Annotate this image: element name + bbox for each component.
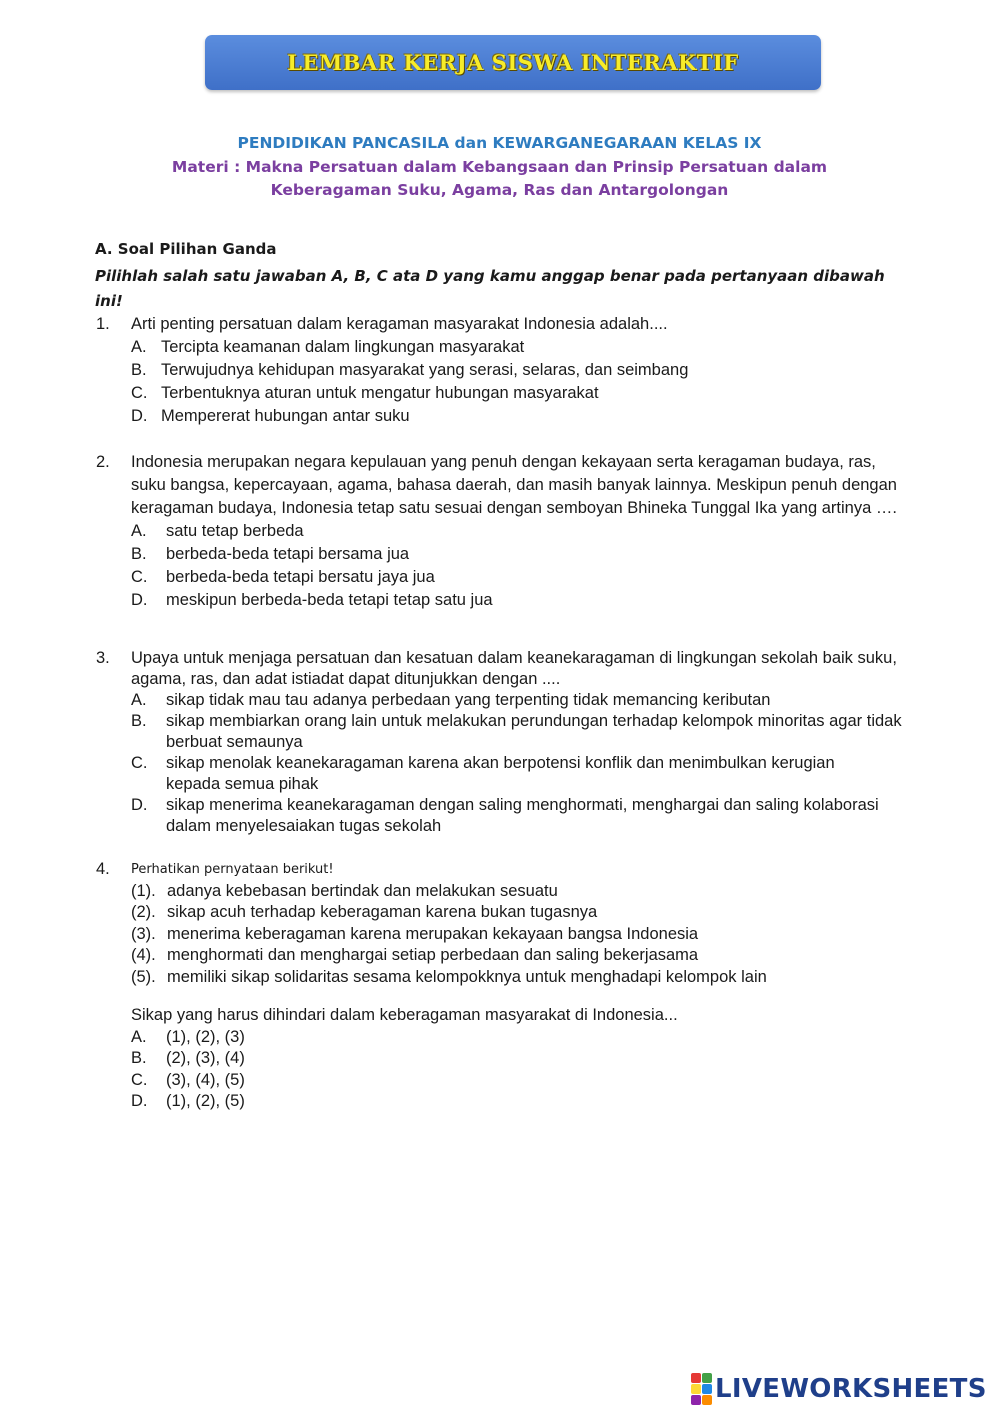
option-a[interactable] [131, 1027, 916, 1049]
option-c[interactable] [131, 382, 916, 405]
question-number: 2. [96, 453, 110, 471]
option-text: Terwujudnya kehidupan masyarakat yang serasi, selaras, dan seimbang [161, 361, 689, 379]
option-letter: D. [131, 407, 148, 425]
question-4 [96, 859, 916, 1113]
option-text: sikap tidak mau tau adanya perbedaan yang terpenting tidak memancing keributan [166, 691, 771, 709]
subject-title: PENDIDIKAN PANCASILA dan KEWARGANEGARAAN KELAS IX [237, 134, 762, 152]
option-letter: B. [131, 361, 147, 379]
option-letter: C. [131, 568, 148, 586]
question-stem: Arti penting persatuan dalam keragaman masyarakat Indonesia adalah.... [131, 315, 668, 333]
statement-number: (4). [131, 946, 156, 964]
option-a[interactable] [131, 690, 911, 711]
liveworksheets-brand: LIVEWORKSHEETS [715, 1374, 987, 1404]
option-a[interactable] [131, 520, 916, 543]
statement-3 [131, 924, 916, 946]
statement-number: (2). [131, 903, 156, 921]
logo-block [691, 1373, 701, 1383]
option-b[interactable] [131, 543, 916, 566]
question-number: 1. [96, 315, 110, 333]
option-text: berbeda-beda tetapi bersama jua [166, 545, 410, 563]
option-text: Terbentuknya aturan untuk mengatur hubungan masyarakat [161, 384, 599, 402]
statement-text: menerima keberagaman karena merupakan kekayaan bangsa Indonesia [167, 924, 699, 943]
question-number: 3. [96, 649, 110, 667]
option-a[interactable] [131, 336, 916, 359]
statement-number: (3). [131, 924, 156, 943]
option-c[interactable] [131, 1070, 916, 1092]
question-1 [96, 313, 916, 428]
option-letter: C. [131, 1070, 148, 1089]
option-text: (2), (3), (4) [166, 1049, 245, 1067]
worksheet-banner [205, 35, 821, 90]
question-number: 4. [96, 860, 110, 878]
statement-text: menghormati dan menghargai setiap perbedaan dan saling bekerjasama [167, 946, 699, 964]
option-letter: C. [131, 384, 148, 402]
logo-block [702, 1384, 712, 1394]
materi-line-1: Materi : Makna Persatuan dalam Kebangsaan dan Prinsip Persatuan dalam [171, 158, 828, 176]
option-letter: B. [131, 712, 147, 730]
statement-2 [131, 902, 916, 924]
option-text: (3), (4), (5) [166, 1070, 245, 1089]
option-letter: B. [131, 1049, 147, 1067]
logo-block [702, 1395, 712, 1405]
statement-4 [131, 945, 916, 967]
option-text: meskipun berbeda-beda tetapi tetap satu jua [166, 591, 493, 609]
option-text: satu tetap berbeda [166, 522, 304, 540]
statement-1 [131, 881, 916, 903]
option-letter: D. [131, 796, 148, 814]
option-c[interactable] [131, 566, 916, 589]
statement-5 [131, 967, 916, 989]
statement-text: adanya kebebasan bertindak dan melakukan sesuatu [167, 881, 558, 900]
option-d[interactable] [131, 589, 916, 612]
option-letter: D. [131, 1092, 148, 1110]
liveworksheets-logo-icon [691, 1373, 712, 1405]
statement-text: memiliki sikap solidaritas sesama kelompokknya untuk menghadapi kelompok lain [167, 967, 767, 986]
option-letter: B. [131, 545, 147, 563]
option-text: (1), (2), (3) [166, 1027, 245, 1046]
option-letter: A. [131, 522, 147, 540]
option-letter: D. [131, 591, 148, 609]
logo-block [702, 1373, 712, 1383]
option-text: Mempererat hubungan antar suku [161, 407, 410, 425]
option-letter: A. [131, 338, 147, 356]
option-text: berbeda-beda tetapi bersatu jaya jua [166, 568, 435, 586]
question-stem: Upaya untuk menjaga persatuan dan kesatuan dalam keanekaragaman di lingkungan sekolah baik suku, agama, ras, dan adat istiadat dapat ditunjukkan dengan .... [131, 649, 897, 688]
option-b[interactable] [131, 359, 916, 382]
option-letter: A. [131, 1027, 147, 1046]
option-b[interactable] [131, 711, 911, 753]
option-d[interactable] [131, 795, 891, 837]
option-c[interactable] [131, 753, 851, 795]
option-text: sikap menolak keanekaragaman karena akan berpotensi konflik dan menimbulkan kerugian kepada semua pihak [166, 754, 835, 793]
question-stem: Indonesia merupakan negara kepulauan yang penuh dengan kekayaan serta keragaman budaya, ras, suku bangsa, kepercayaan, agama, bahasa daerah, dan masih banyak lainnya. Meskipun penuh dengan keragaman budaya, Indonesia tetap satu sesuai dengan semboyan Bhineka Tunggal Ika yang artinya …. [131, 453, 897, 517]
option-d[interactable] [131, 1091, 916, 1113]
statement-text: sikap acuh terhadap keberagaman karena bukan tugasnya [167, 903, 598, 921]
question-stem: Perhatikan pernyataan berikut! [131, 862, 334, 877]
banner-title: LEMBAR KERJA SISWA INTERAKTIF [287, 50, 739, 75]
option-d[interactable] [131, 405, 916, 428]
liveworksheets-logo[interactable] [691, 1374, 987, 1404]
statement-number: (1). [131, 881, 156, 900]
option-b[interactable] [131, 1048, 916, 1070]
section-title: A. Soal Pilihan Ganda [95, 240, 277, 258]
option-text: Tercipta keamanan dalam lingkungan masyarakat [161, 338, 525, 356]
option-letter: A. [131, 691, 147, 709]
instruction-text: Pilihlah salah satu jawaban A, B, C ata D yang kamu anggap benar pada pertanyaan dibawah ini! [95, 267, 885, 310]
materi-title [0, 156, 999, 202]
option-text: sikap menerima keanekaragaman dengan saling menghormati, menghargai dan saling kolaborasi dalam menyelesaiakan tugas sekolah [166, 796, 879, 835]
option-text: (1), (2), (5) [166, 1092, 245, 1110]
logo-block [691, 1384, 701, 1394]
question-4-prompt: Sikap yang harus dihindari dalam keberagaman masyarakat di Indonesia... [131, 1006, 678, 1024]
question-3 [96, 648, 916, 837]
statement-number: (5). [131, 967, 156, 986]
materi-line-2: Keberagaman Suku, Agama, Ras dan Antargolongan [270, 181, 729, 199]
option-text: sikap membiarkan orang lain untuk melakukan perundungan terhadap kelompok minoritas agar tidak berbuat semaunya [166, 712, 902, 751]
question-2 [96, 451, 916, 612]
option-letter: C. [131, 754, 148, 772]
logo-block [691, 1395, 701, 1405]
